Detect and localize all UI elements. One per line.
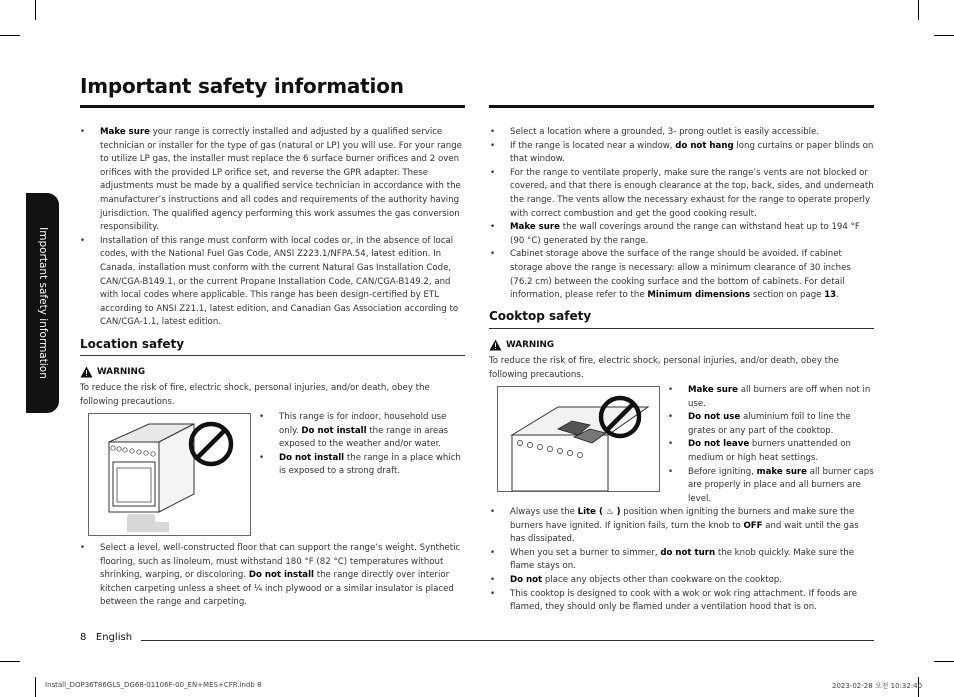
section-rule xyxy=(489,328,874,329)
list-item: • Do not leave burners unattended on medium or high heat settings. xyxy=(668,438,875,465)
footer-rule xyxy=(141,640,874,641)
list-item: • This cooktop is designed to cook with a wok or wok ring attachment. If foods are flamed, they should only be flamed under a ventilation hood that is on. xyxy=(490,588,875,615)
list-item: • Make sure your range is correctly installed and adjusted by a qualified service technician or installer for the type of gas (natural or LP) you will use. For your range to utilize LP gas, the installer must replace the 6 surface burner orifices and 2 oven orifices with the provided LP orifice set, and reverse the GPR adapter. These adjustments must be made by a qualified service technician in accordance with the manufacturer’s instructions and all codes and requirements of the authority having jurisdiction. The qualified agency performing this work assumes the gas conversion responsibility. xyxy=(80,126,466,235)
cooktop-prohibited-icon xyxy=(498,387,659,491)
right-bottom-bullets xyxy=(490,506,875,615)
list-item: • Make sure all burners are off when not in use. xyxy=(668,384,875,411)
list-item: • Do not use aluminium foil to line the grates or any part of the cooktop. xyxy=(668,411,875,438)
list-item: • This range is for indoor, household use only. Do not install the range in areas exposed to the weather and/or water. xyxy=(259,411,466,452)
page-footer xyxy=(80,632,132,643)
warning-icon xyxy=(489,339,502,351)
location-image-bullets xyxy=(259,411,466,479)
location-safety-heading: Location safety xyxy=(80,337,185,351)
crop-mark xyxy=(934,35,954,36)
list-item: • If the range is located near a window, do not hang long curtains or paper blinds on that window. xyxy=(490,140,875,167)
list-item: • Installation of this range must conform with local codes or, in the absence of local codes, with the National Fuel Gas Code, ANSI Z223.1/NFPA.54, latest edition. In Canada, installation must conform with the current Natural Gas Installation Code, CAN/CGA-B149.1, or the current Propane Installation Code, CAN/CGA-B149.2, and with local codes where applicable. This range has been design-certified by ETL according to ANSI Z21.1, latest edition, and Canadian Gas Association according to CAN/CGA-1.1, latest edition. xyxy=(80,235,466,330)
left-top-bullets xyxy=(80,126,466,330)
crop-mark xyxy=(0,35,20,36)
cross-reference-link[interactable]: Minimum dimensions xyxy=(647,290,751,301)
warning-icon xyxy=(80,366,93,378)
page-reference[interactable]: 13 xyxy=(824,290,837,301)
right-top-bullets xyxy=(490,126,875,303)
footer-language: English xyxy=(95,632,133,643)
list-item: • Select a level, well-constructed floor that can support the range’s weight. Synthetic flooring, such as linoleum, must withstand 180 °F (82 °C) temperatures without shrinking, warping, or discoloring. Do not install the range directly over interior kitchen carpeting unless a sheet of ¼ inch plywood or a similar insulator is placed between the range and carpeting. xyxy=(80,542,466,610)
cooktop-safety-heading: Cooktop safety xyxy=(489,309,592,323)
list-item: • Cabinet storage above the surface of the range should be avoided. If cabinet storage above the range is necessary: allow a minimum clearance of 30 inches (76.2 cm) between the cooking surface and the bottom of cabinets. For detail information, please refer to the Minimum dimensions section on page 13. xyxy=(490,248,875,302)
title-rule-left xyxy=(80,105,465,108)
list-item: • Make sure the wall coverings around the range can withstand heat up to 194 °F (90 °C) generated by the range. xyxy=(490,221,875,248)
page-title: Important safety information xyxy=(80,74,404,98)
side-tab-label: Important safety information xyxy=(36,227,49,379)
list-item: • Select a location where a grounded, 3- prong outlet is easily accessible. xyxy=(490,126,875,140)
warning-label: WARNING xyxy=(80,366,145,378)
list-item: • Do not install the range in a place which is exposed to a strong draft. xyxy=(259,452,466,479)
crop-mark xyxy=(918,0,919,20)
crop-mark xyxy=(35,677,36,697)
range-prohibited-icon xyxy=(89,414,250,535)
left-bottom-bullet xyxy=(80,542,466,610)
list-item: • For the range to ventilate properly, make sure the range’s vents are not blocked or covered, and that there is enough clearance at the top, back, sides, and underneath the range. The vents allow the necessary exhaust for the range to operate properly with correct combustion and get the good cooking result. xyxy=(490,167,875,221)
side-section-tab xyxy=(26,193,59,413)
range-installation-illustration xyxy=(88,413,251,536)
cooktop-foil-illustration xyxy=(497,386,660,492)
crop-mark xyxy=(35,0,36,20)
warning-label: WARNING xyxy=(489,339,554,351)
warning-text: To reduce the risk of fire, electric shock, personal injuries, and/or death, obey the following precautions. xyxy=(80,383,430,407)
list-item: • Before igniting, make sure all burner caps are properly in place and all burners are level. xyxy=(668,466,875,507)
title-rule-right xyxy=(489,105,874,108)
cooktop-image-bullets xyxy=(668,384,875,506)
list-item: • Do not place any objects other than cookware on the cooktop. xyxy=(490,574,875,588)
crop-mark xyxy=(0,661,20,662)
list-item: • Always use the Lite ( ♨ ) position when igniting the burners and make sure the burners have ignited. If ignition fails, turn the knob to OFF and wait until the gas has dissipated. xyxy=(490,506,875,547)
page-number: 8 xyxy=(80,632,87,643)
list-item: • When you set a burner to simmer, do not turn the knob quickly. Make sure the flame stays on. xyxy=(490,547,875,574)
print-timestamp: 2023-02-28 오전 10:32:40 xyxy=(832,682,923,690)
crop-mark xyxy=(934,661,954,662)
file-info: Install_DOP36T86GLS_DG68-01106F-00_EN+MES+CFR.indb 8 xyxy=(45,681,262,689)
warning-text: To reduce the risk of fire, electric shock, personal injuries, and/or death, obey the following precautions. xyxy=(489,356,839,380)
section-rule xyxy=(80,355,465,356)
